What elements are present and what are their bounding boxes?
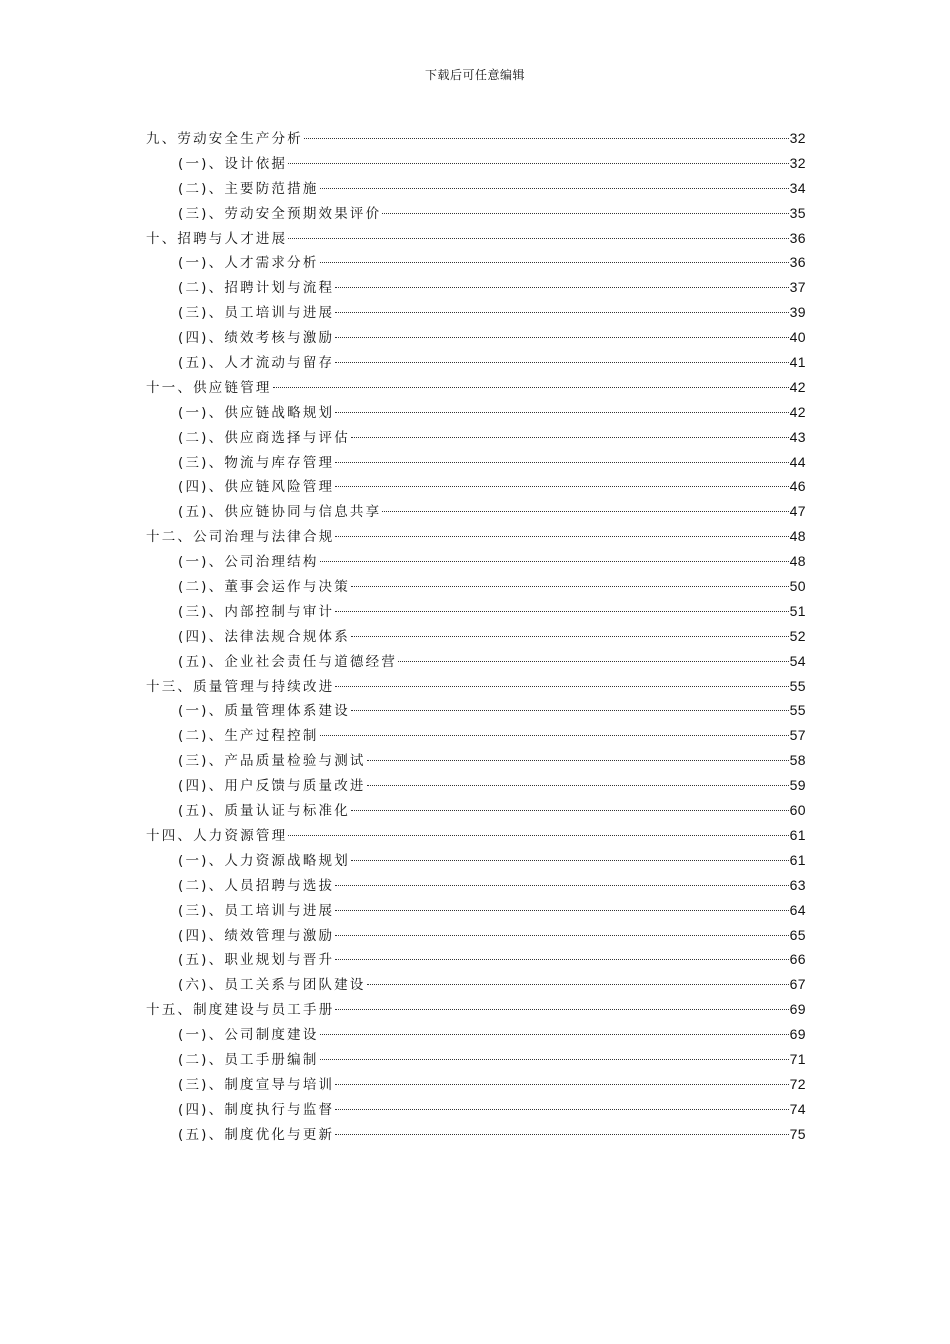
toc-section-entry[interactable] bbox=[146, 425, 806, 450]
toc-page-number: 60 bbox=[789, 802, 806, 819]
toc-page-number: 67 bbox=[789, 976, 806, 993]
toc-page-number: 58 bbox=[789, 752, 806, 769]
table-of-contents bbox=[146, 126, 806, 1147]
toc-page-number: 69 bbox=[789, 1001, 806, 1018]
toc-dot-leader bbox=[335, 1084, 788, 1085]
toc-entry-title: 九、劳动安全生产分析 bbox=[146, 131, 303, 147]
toc-page-number: 59 bbox=[789, 777, 806, 794]
toc-page-number: 74 bbox=[789, 1100, 806, 1117]
toc-dot-leader bbox=[351, 860, 789, 861]
toc-entry-title: (五)、人才流动与留存 bbox=[178, 355, 335, 372]
toc-page-number: 41 bbox=[789, 354, 806, 371]
toc-entry-title: (六)、员工关系与团队建设 bbox=[178, 977, 366, 994]
toc-dot-leader bbox=[335, 412, 788, 413]
toc-page-number: 54 bbox=[789, 652, 806, 669]
toc-dot-leader bbox=[288, 238, 788, 239]
toc-page-number: 48 bbox=[789, 553, 806, 570]
toc-page-number: 72 bbox=[789, 1075, 806, 1092]
toc-page-number: 36 bbox=[789, 229, 806, 246]
toc-entry-title: (一)、公司制度建设 bbox=[178, 1027, 319, 1044]
toc-entry-title: (三)、员工培训与进展 bbox=[178, 305, 335, 322]
toc-dot-leader bbox=[335, 1009, 788, 1010]
toc-dot-leader bbox=[351, 636, 789, 637]
toc-page-number: 46 bbox=[789, 478, 806, 495]
toc-entry-title: (二)、主要防范措施 bbox=[178, 180, 319, 197]
toc-dot-leader bbox=[320, 1059, 789, 1060]
toc-dot-leader bbox=[335, 1109, 788, 1110]
toc-entry-title: (五)、制度优化与更新 bbox=[178, 1126, 335, 1143]
toc-page-number: 75 bbox=[789, 1125, 806, 1142]
toc-entry-title: (一)、公司治理结构 bbox=[178, 554, 319, 571]
toc-entry-title: 十三、质量管理与持续改进 bbox=[146, 678, 335, 695]
toc-dot-leader bbox=[320, 735, 789, 736]
toc-section-entry[interactable] bbox=[146, 574, 806, 599]
toc-entry-title: (四)、制度执行与监督 bbox=[178, 1101, 335, 1118]
toc-chapter-entry[interactable] bbox=[146, 375, 806, 400]
toc-dot-leader bbox=[288, 163, 788, 164]
toc-section-entry[interactable] bbox=[146, 1022, 806, 1047]
toc-entry-title: 十二、公司治理与法律合规 bbox=[146, 529, 335, 546]
toc-page-number: 36 bbox=[789, 254, 806, 271]
toc-entry-title: (三)、劳动安全预期效果评价 bbox=[178, 205, 382, 222]
toc-section-entry[interactable] bbox=[146, 649, 806, 674]
toc-dot-leader bbox=[320, 561, 789, 562]
toc-dot-leader bbox=[351, 810, 789, 811]
toc-dot-leader bbox=[304, 138, 789, 139]
toc-entry-title: 十四、人力资源管理 bbox=[146, 827, 288, 844]
toc-entry-title: (二)、员工手册编制 bbox=[178, 1051, 319, 1068]
toc-page-number: 57 bbox=[789, 727, 806, 744]
toc-dot-leader bbox=[367, 760, 789, 761]
toc-entry-title: (一)、人才需求分析 bbox=[178, 255, 319, 272]
toc-section-entry[interactable] bbox=[146, 300, 806, 325]
toc-section-entry[interactable] bbox=[146, 1122, 806, 1147]
toc-chapter-entry[interactable] bbox=[146, 997, 806, 1022]
toc-entry-title: 十五、制度建设与员工手册 bbox=[146, 1002, 335, 1019]
toc-dot-leader bbox=[382, 213, 788, 214]
toc-section-entry[interactable] bbox=[146, 350, 806, 375]
toc-section-entry[interactable] bbox=[146, 599, 806, 624]
toc-section-entry[interactable] bbox=[146, 474, 806, 499]
toc-entry-title: 十一、供应链管理 bbox=[146, 379, 272, 396]
toc-section-entry[interactable] bbox=[146, 698, 806, 723]
toc-page-number: 43 bbox=[789, 428, 806, 445]
toc-dot-leader bbox=[335, 312, 788, 313]
toc-entry-title: (三)、产品质量检验与测试 bbox=[178, 753, 366, 770]
toc-page-number: 44 bbox=[789, 453, 806, 470]
toc-section-entry[interactable] bbox=[146, 450, 806, 475]
toc-dot-leader bbox=[398, 661, 789, 662]
toc-page-number: 42 bbox=[789, 378, 806, 395]
toc-dot-leader bbox=[335, 486, 788, 487]
toc-entry-title: (五)、企业社会责任与道德经营 bbox=[178, 653, 398, 670]
toc-page-number: 64 bbox=[789, 901, 806, 918]
toc-entry-title: (二)、董事会运作与决策 bbox=[178, 579, 350, 596]
toc-entry-title: (二)、生产过程控制 bbox=[178, 728, 319, 745]
toc-page-number: 39 bbox=[789, 304, 806, 321]
toc-section-entry[interactable] bbox=[146, 250, 806, 275]
toc-section-entry[interactable] bbox=[146, 748, 806, 773]
toc-chapter-entry[interactable] bbox=[146, 524, 806, 549]
toc-entry-title: 十、招聘与人才进展 bbox=[146, 230, 288, 247]
toc-section-entry[interactable] bbox=[146, 176, 806, 201]
toc-entry-title: (三)、内部控制与审计 bbox=[178, 603, 335, 620]
toc-entry-title: (一)、人力资源战略规划 bbox=[178, 852, 350, 869]
toc-dot-leader bbox=[382, 511, 788, 512]
toc-page-number: 61 bbox=[789, 851, 806, 868]
toc-page-number: 32 bbox=[789, 130, 806, 146]
toc-page-number: 55 bbox=[789, 677, 806, 694]
toc-page-number: 32 bbox=[789, 154, 806, 171]
toc-dot-leader bbox=[367, 984, 789, 985]
toc-section-entry[interactable] bbox=[146, 325, 806, 350]
toc-section-entry[interactable] bbox=[146, 549, 806, 574]
toc-page-number: 51 bbox=[789, 602, 806, 619]
toc-section-entry[interactable] bbox=[146, 972, 806, 997]
toc-entry-title: (一)、质量管理体系建设 bbox=[178, 703, 350, 720]
toc-entry-title: (二)、招聘计划与流程 bbox=[178, 280, 335, 297]
toc-chapter-entry[interactable] bbox=[146, 823, 806, 848]
toc-page-number: 42 bbox=[789, 403, 806, 420]
toc-page-number: 61 bbox=[789, 826, 806, 843]
toc-section-entry[interactable] bbox=[146, 1097, 806, 1122]
toc-dot-leader bbox=[320, 188, 789, 189]
toc-dot-leader bbox=[335, 337, 788, 338]
toc-page-number: 65 bbox=[789, 926, 806, 943]
toc-page-number: 69 bbox=[789, 1026, 806, 1043]
toc-dot-leader bbox=[351, 710, 789, 711]
toc-section-entry[interactable] bbox=[146, 275, 806, 300]
toc-dot-leader bbox=[273, 387, 789, 388]
toc-page-number: 66 bbox=[789, 951, 806, 968]
toc-section-entry[interactable] bbox=[146, 947, 806, 972]
toc-entry-title: (五)、质量认证与标准化 bbox=[178, 803, 350, 820]
toc-page-number: 34 bbox=[789, 179, 806, 196]
toc-section-entry[interactable] bbox=[146, 873, 806, 898]
toc-section-entry[interactable] bbox=[146, 798, 806, 823]
page-header: 下载后可任意编辑 bbox=[424, 68, 525, 82]
toc-dot-leader bbox=[335, 959, 788, 960]
toc-page-number: 35 bbox=[789, 204, 806, 221]
toc-dot-leader bbox=[320, 1034, 789, 1035]
toc-section-entry[interactable] bbox=[146, 773, 806, 798]
toc-page-number: 52 bbox=[789, 627, 806, 644]
toc-section-entry[interactable] bbox=[146, 923, 806, 948]
toc-dot-leader bbox=[335, 462, 788, 463]
toc-entry-title: (四)、法律法规合规体系 bbox=[178, 628, 350, 645]
toc-entry-title: (五)、职业规划与晋升 bbox=[178, 952, 335, 969]
toc-section-entry[interactable] bbox=[146, 1072, 806, 1097]
toc-dot-leader bbox=[335, 536, 788, 537]
toc-entry-title: (三)、物流与库存管理 bbox=[178, 454, 335, 471]
toc-entry-title: (二)、人员招聘与选拔 bbox=[178, 877, 335, 894]
toc-entry-title: (四)、绩效考核与激励 bbox=[178, 330, 335, 347]
toc-dot-leader bbox=[335, 935, 788, 936]
toc-page-number: 37 bbox=[789, 279, 806, 296]
toc-chapter-entry[interactable] bbox=[146, 674, 806, 699]
toc-entry-title: (三)、员工培训与进展 bbox=[178, 902, 335, 919]
toc-page-number: 55 bbox=[789, 702, 806, 719]
toc-dot-leader bbox=[351, 586, 789, 587]
toc-dot-leader bbox=[288, 835, 788, 836]
toc-section-entry[interactable] bbox=[146, 848, 806, 873]
toc-entry-title: (二)、供应商选择与评估 bbox=[178, 429, 350, 446]
toc-section-entry[interactable] bbox=[146, 201, 806, 226]
toc-entry-title: (一)、设计依据 bbox=[178, 155, 288, 172]
toc-entry-title: (一)、供应链战略规划 bbox=[178, 404, 335, 421]
toc-chapter-entry[interactable] bbox=[146, 126, 806, 151]
toc-section-entry[interactable] bbox=[146, 499, 806, 524]
toc-entry-title: (四)、用户反馈与质量改进 bbox=[178, 778, 366, 795]
toc-dot-leader bbox=[335, 611, 788, 612]
toc-page-number: 50 bbox=[789, 578, 806, 595]
toc-page-number: 63 bbox=[789, 876, 806, 893]
toc-dot-leader bbox=[335, 362, 788, 363]
toc-page-number: 40 bbox=[789, 329, 806, 346]
toc-entry-title: (三)、制度宣导与培训 bbox=[178, 1076, 335, 1093]
toc-entry-title: (四)、绩效管理与激励 bbox=[178, 927, 335, 944]
toc-entry-title: (五)、供应链协同与信息共享 bbox=[178, 504, 382, 521]
toc-page-number: 48 bbox=[789, 528, 806, 545]
toc-dot-leader bbox=[335, 910, 788, 911]
toc-dot-leader bbox=[335, 885, 788, 886]
toc-page-number: 71 bbox=[789, 1050, 806, 1067]
toc-dot-leader bbox=[320, 262, 789, 263]
toc-section-entry[interactable] bbox=[146, 1047, 806, 1072]
toc-section-entry[interactable] bbox=[146, 624, 806, 649]
toc-dot-leader bbox=[367, 785, 789, 786]
toc-section-entry[interactable] bbox=[146, 400, 806, 425]
toc-dot-leader bbox=[351, 437, 789, 438]
toc-chapter-entry[interactable] bbox=[146, 226, 806, 251]
toc-dot-leader bbox=[335, 1134, 788, 1135]
toc-dot-leader bbox=[335, 686, 788, 687]
toc-section-entry[interactable] bbox=[146, 723, 806, 748]
toc-entry-title: (四)、供应链风险管理 bbox=[178, 479, 335, 496]
toc-section-entry[interactable] bbox=[146, 151, 806, 176]
toc-dot-leader bbox=[335, 287, 788, 288]
toc-section-entry[interactable] bbox=[146, 898, 806, 923]
toc-page-number: 47 bbox=[789, 503, 806, 520]
